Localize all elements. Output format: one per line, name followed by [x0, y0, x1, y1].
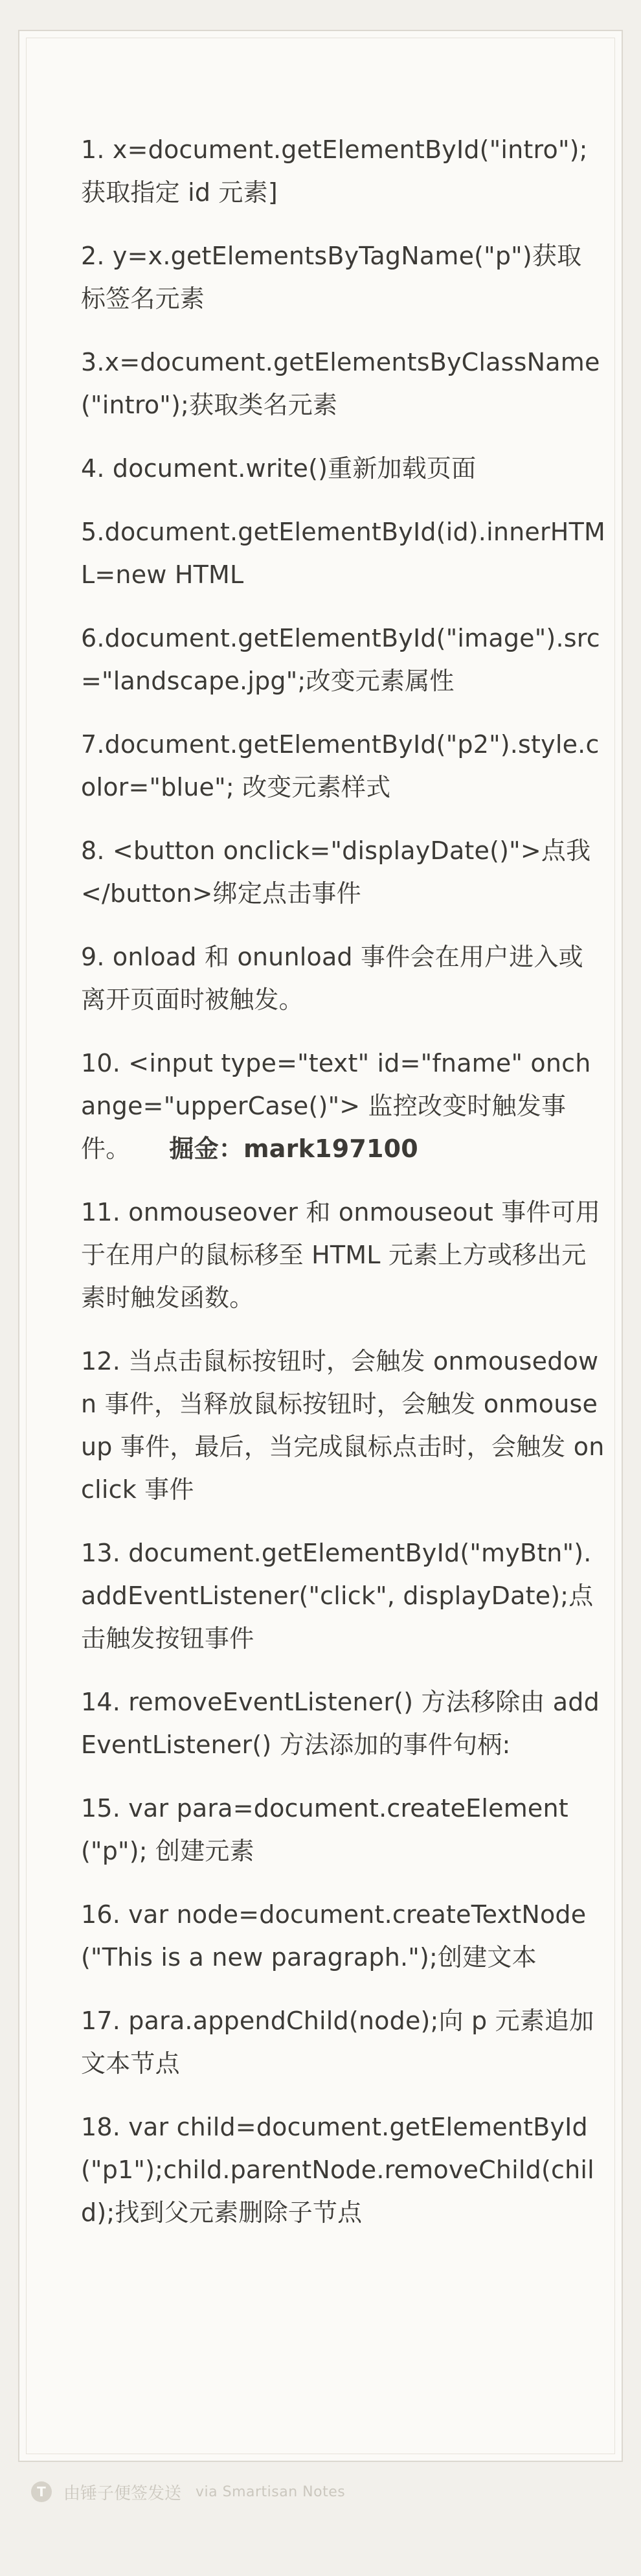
footer-sent-by: 由锤子便签发送	[63, 2483, 182, 2503]
note-line-17: 17. para.appendChild(node);向 p 元素追加文本节点	[81, 2007, 594, 2078]
note-line-8: 8. <button onclick="displayDate()">点我</button>绑定点击事件	[81, 836, 591, 908]
note-line-10: 10. <input type="text" id="fname" onchange="upperCase()"> 监控改变时触发事件。 掘金：mark197100	[81, 1049, 591, 1163]
note-line-11: 11. onmouseover 和 onmouseout 事件可用于在用户的鼠标移至 HTML 元素上方或移出元素时触发函数。	[81, 1198, 601, 1312]
note-line-14: 14. removeEventListener() 方法移除由 addEventListener() 方法添加的事件句柄:	[81, 1688, 600, 1759]
note-line-1: 1. x=document.getElementById("intro");获取指定 id 元素]	[81, 135, 588, 207]
note-line-7: 7.document.getElementById("p2").style.color="blue"; 改变元素样式	[81, 730, 600, 801]
note-line-13: 13. document.getElementById("myBtn").addEventListener("click", displayDate);点击触发按钮事件	[81, 1539, 594, 1653]
note-line-9: 9. onload 和 onunload 事件会在用户进入或离开页面时被触发。	[81, 943, 583, 1014]
footer-via: via Smartisan Notes	[196, 2483, 346, 2500]
note-line-18: 18. var child=document.getElementById("p1");child.parentNode.removeChild(child);找到父元素删除子节点	[81, 2113, 594, 2227]
watermark-tag: 掘金：mark197100	[169, 1134, 418, 1163]
note-content	[81, 128, 605, 2255]
note-line-2: 2. y=x.getElementsByTagName("p")获取标签名元素	[81, 242, 582, 313]
smartisan-logo-icon: T	[31, 2481, 52, 2502]
note-line-15: 15. var para=document.createElement("p"); 创建元素	[81, 1794, 568, 1865]
note-line-6: 6.document.getElementById("image").src="landscape.jpg";改变元素属性	[81, 624, 600, 695]
note-line-4: 4. document.write()重新加载页面	[81, 454, 477, 483]
note-line-5: 5.document.getElementById(id).innerHTML=new HTML	[81, 518, 605, 589]
note-paper	[18, 30, 623, 2462]
note-line-12: 12. 当点击鼠标按钮时，会触发 onmousedown 事件，当释放鼠标按钮时，会触发 onmouseup 事件，最后，当完成鼠标点击时，会触发 onclick 事件	[81, 1347, 605, 1504]
note-line-3: 3.x=document.getElementsByClassName("intro");获取类名元素	[81, 348, 600, 419]
footer	[31, 2479, 345, 2505]
note-line-16: 16. var node=document.createTextNode("This is a new paragraph.");创建文本	[81, 1900, 587, 1972]
